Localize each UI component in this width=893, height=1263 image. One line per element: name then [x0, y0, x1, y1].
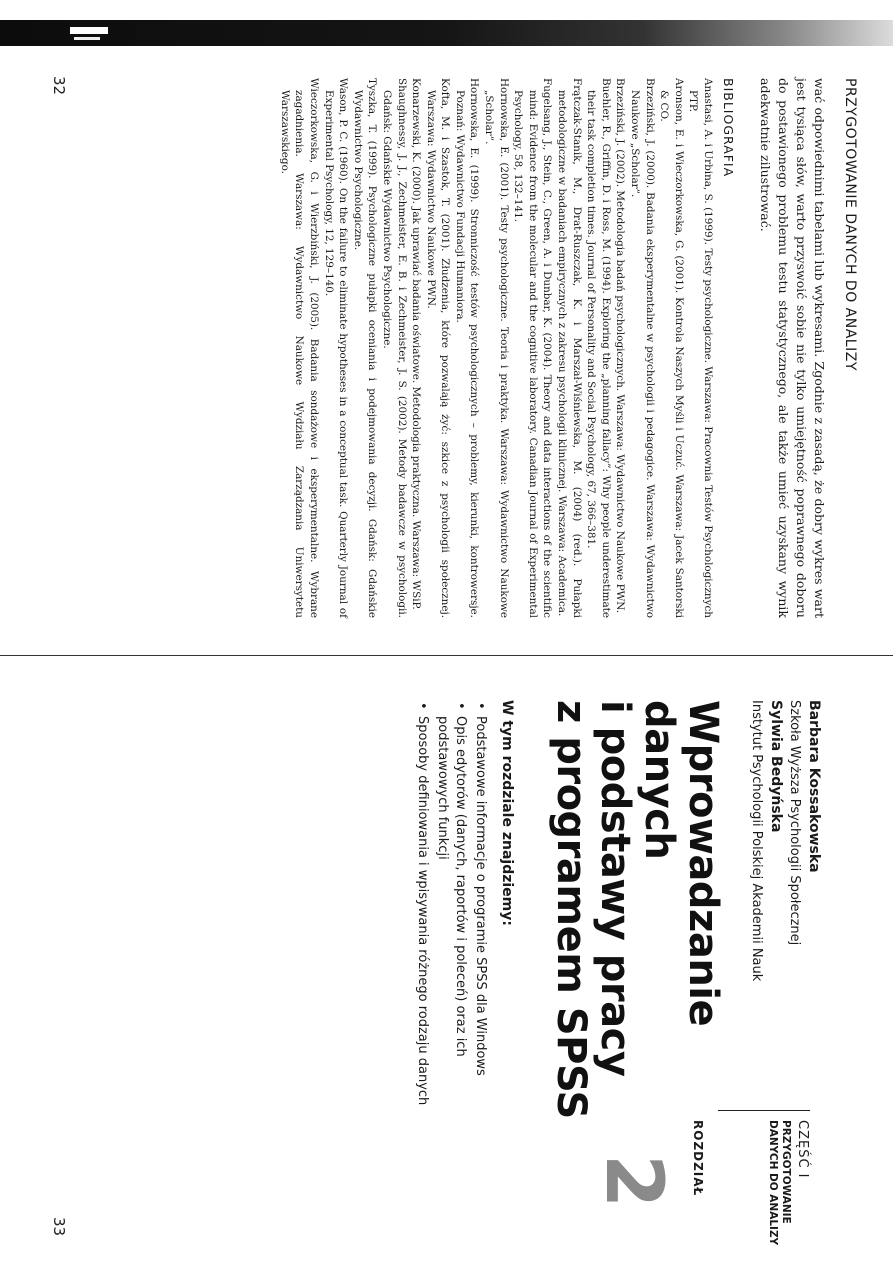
bibliography-entry: Anastasi, A. i Urbina, S. (1999). Testy psychologiczne. Warszawa: Pracownia Testów Psychologicznych PTP. [687, 78, 714, 618]
chapter-number: 2 [588, 1154, 678, 1209]
scan-top-bar [0, 14, 893, 54]
chapter-title-line: z programem SPSS [548, 700, 594, 1119]
author-name: Barbara Kossakowska [806, 700, 822, 873]
chapter-label: ROZDZIAŁ [691, 1120, 705, 1197]
part-title: PRZYGOTOWANIE DANYCH DO ANALIZY [767, 1120, 792, 1246]
bibliography-entry: Hornowska, E. (2001). Testy psychologiczne. Teoria i praktyka. Warszawa: Wydawnictwo Naukowe „Scholar”. [483, 78, 510, 618]
author-affiliation: Instytut Psychologii Polskiej Akademii Nauk [749, 700, 764, 982]
bibliography-entry: Buehler, R., Griffin, D. i Ross, M. (1994). Exploring the „planning fallacy”: Why people underestimate their task completion times. Journal of Personality and Social Psychology, 67, 366–381. [585, 78, 612, 618]
bibliography-entry: Kofta, M. i Szastok, T. (2001). Złudzenia, które pozwalają żyć: szkice z psychologii społecznej. Warszawa: Wydawnictwo Naukowe PWN. [424, 78, 452, 618]
bibliography-entry: Brzeziński, J. (2002). Metodologia badań psychologicznych. Warszawa: Wydawnictwo Naukowe PWN. [614, 78, 627, 614]
author-affiliation: Szkoła Wyższa Psychologii Społecznej [787, 700, 802, 946]
chapter-marker [588, 1110, 810, 1260]
page-divider [0, 655, 893, 656]
chapter-title-line: Wprowadzanie danych [636, 700, 726, 1027]
chapter-contents-item: • Podstawowe informacje o programie SPSS dla Windows [471, 700, 489, 1140]
bibliography-entry: Brzeziński, J. (2000). Badania eksperymentalne w psychologii i pedagogice. Warszawa: Wydawnictwo Naukowe „Scholar”. [629, 78, 656, 618]
author-name: Sylwia Bedyńska [768, 700, 784, 833]
bibliography-entry: Fugelsang, J., Stein, C., Green, A. i Dunbar, K. (2004). Theory and data interactions of the scientific mind: Evidence from the molecular and the cognitive laboratory. Canadian Journal of Experimental Psychology, 58, 132–141. [512, 78, 554, 618]
chapter-marker-rule [718, 1110, 810, 1111]
chapter-contents-list [413, 700, 489, 1140]
in-this-chapter-heading: W tym rozdziale znajdziemy: [499, 700, 515, 926]
chapter-title [549, 700, 725, 1140]
bibliography-list [277, 78, 715, 618]
part-label: CZĘŚĆ I [795, 1120, 810, 1179]
page-32 [277, 78, 858, 618]
chapter-contents-item: • Sposoby definiowania i wpisywania różnego rodzaju danych [413, 700, 431, 1140]
chapter-title-line: i podstawy pracy [592, 700, 638, 1077]
scan-dark-band [0, 20, 893, 46]
running-head: PRZYGOTOWANIE DANYCH DO ANALIZY [842, 78, 858, 371]
page-number-33: 33 [50, 1217, 68, 1237]
bibliography-entry: Wieczorkowska, G. i Wierzbiński, J. (2005). Badania sondażowe i eksperymentalne. Wybrane zagadnienia. Warszawa: Wydawnictwo Naukowe Wydziału Zarządzania Uniwersytetu Warszawskiego. [278, 78, 320, 618]
bibliography-entry: Konarzewski, K. (2000). Jak uprawiać badania oświatowe. Metodologia praktyczna. Warszawa: WSiP. [410, 78, 423, 610]
bibliography-entry: Tyszka, T. (1999). Psychologiczne pułapki oceniania i podejmowania decyzji. Gdańsk: Gdańskie Wydawnictwo Psychologiczne. [351, 78, 379, 618]
scan-white-stripe-small [74, 37, 100, 40]
page-33 [411, 700, 823, 1140]
bibliography-entry: Hornowska, E. (1999). Stronniczość testów psychologicznych – problemy, kierunki, kontrowersje. Poznań: Wydawnictwo Fundacji Humaniora. [453, 78, 481, 618]
bibliography-entry: Frątczak-Stanik, M., Drat-Ruszczak, K. i Marszał-Wiśniewska, M. (2004) (red.). Pułapki metodologiczne w badaniach empirycznych z zakresu psychologii klinicznej. Warszawa: Academica. [556, 78, 583, 618]
bibliography-entry: Shaughnessy, J. J., Zechmeister, E. B. i Zechmeister, J. S. (2002). Metody badawcze w psychologii. Gdańsk: Gdańskie Wydawnictwo Psychologiczne. [380, 78, 408, 618]
bibliography-heading: BIBLIOGRAFIA [721, 78, 736, 178]
intro-paragraph: wać odpowiednimi tabelami lub wykresami. Zgodnie z zasadą, że dobry wykres wart jest tysiąca słów, warto przyswoić sobie nie tylko umiejętność poprawnego doboru do postawionego problemu testu statystycznego, ale także umieć uzyskany wynik adekwatnie zilustrować. [758, 78, 827, 618]
page-number-32: 32 [50, 76, 68, 96]
chapter-contents-item: • Opis edytorów (danych, raportów i poleceń) oraz ich podstawowych funkcji [433, 700, 469, 1140]
bibliography-entry: Aronson, E. i Wieczorkowska, G. (2001). Kontrola Naszych Myśli i Uczuć. Warszawa: Jacek Santorski & CO. [658, 78, 685, 618]
bibliography-entry: Wason, P. C. (1960). On the failure to eliminate hypotheses in a conceptual task. Quarterly Journal of Experimental Psychology, 12, 129–140. [322, 78, 350, 618]
scan-white-stripe [70, 27, 108, 34]
